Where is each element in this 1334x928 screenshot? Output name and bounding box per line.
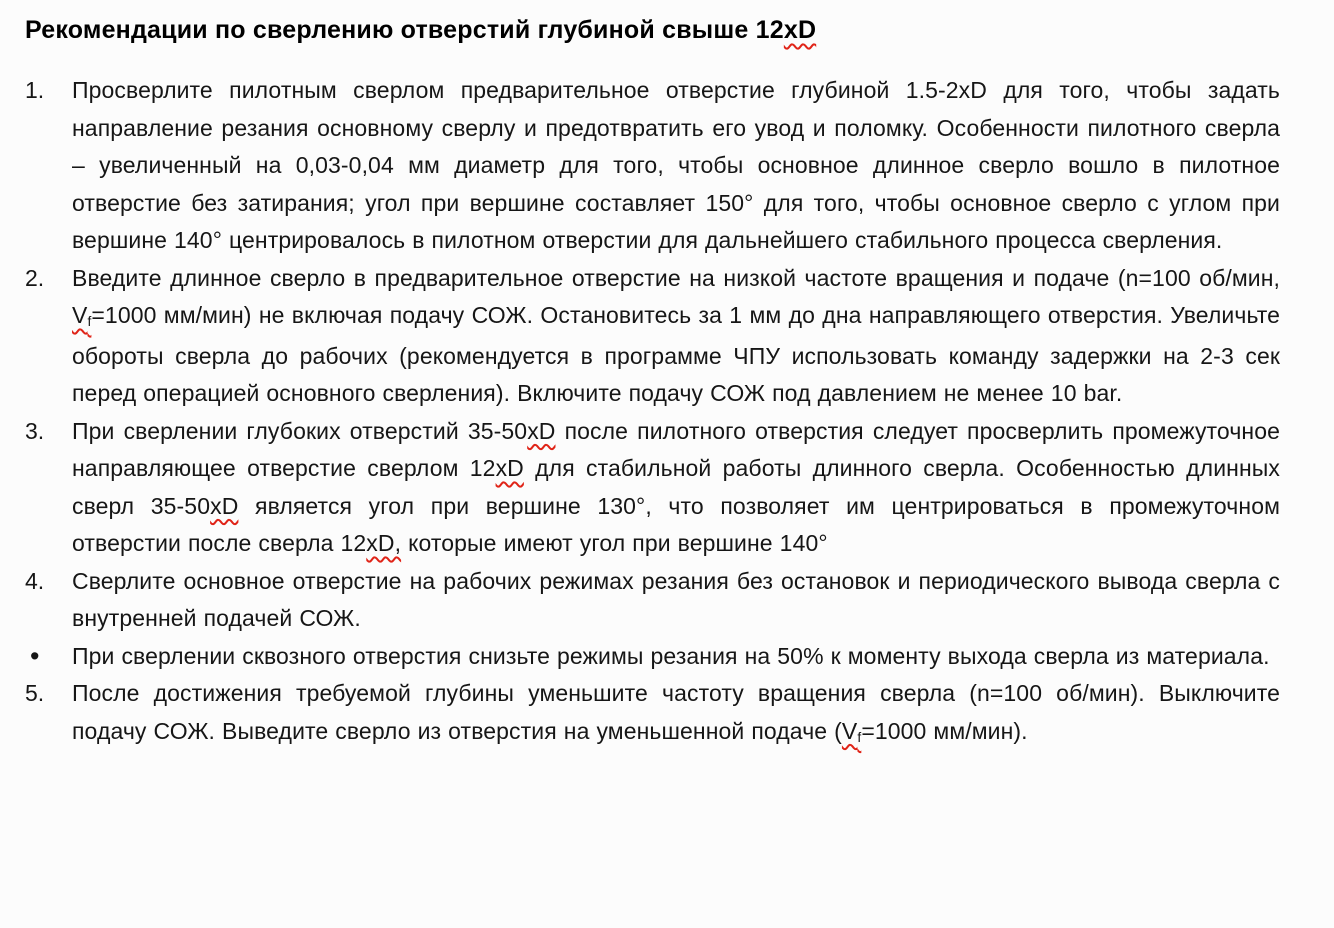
spellcheck-flagged-text: xD (527, 417, 556, 444)
list-item-marker: 1. (25, 77, 45, 103)
text-segment: Введите длинное сверло в предварительное отверстие на низкой частоте вращения и подаче (n=100 об/мин, (72, 264, 1280, 291)
text-segment: Сверлите основное отверстие на рабочих режимах резания без остановок и периодического вывода сверла с внутренней подачей СОЖ. (72, 567, 1280, 631)
page-title (25, 14, 1280, 46)
text-segment: При сверлении сквозного отверстия снизьте режимы резания на 50% к моменту выхода сверла из материала. (72, 642, 1270, 669)
list-item-text (72, 563, 1280, 638)
list-item-text (72, 260, 1280, 413)
text-segment: После достижения требуемой глубины уменьшите частоту вращения сверла (n=100 об/мин). Выключите подачу СОЖ. Выведите сверло из отверстия на уменьшенной подаче ( (72, 680, 1280, 744)
list-item-marker: 3. (25, 417, 45, 444)
spellcheck-flagged-text: xD (495, 455, 524, 481)
spellcheck-flagged-text: f (87, 314, 92, 330)
bullet-list-item (25, 638, 1280, 676)
numbered-list-item (25, 675, 1280, 753)
list-item-marker: 5. (25, 680, 45, 706)
text-segment: после пилотного отверстия следует просверлить промежуточное направляющее отверстие сверлом 12 (72, 417, 1280, 481)
text-segment: которые имеют угол при вершине 140° (401, 530, 828, 556)
text-segment: При сверлении глубоких отверстий 35-50 (72, 417, 528, 444)
list-item-text (72, 413, 1280, 563)
numbered-list-item (25, 72, 1280, 260)
numbered-list-item (25, 260, 1280, 413)
numbered-list-item (25, 413, 1280, 563)
spellcheck-flagged-text: V (72, 302, 88, 328)
text-segment: Просверлите пилотным сверлом предварительное отверстие глубиной 1.5-2xD для того, чтобы задать направление резания основному сверлу и предотвратить его увод и поломку. Особенности пилотного сверла – увеличенный на 0,03-0,04 мм диаметр для того, чтобы основное длинное сверло вошло в пилотное отверстие без затирания; угол при вершине составляет 150° для того, чтобы основное сверло с углом при вершине 140° центрировалось в пилотном отверстии для дальнейшего стабильного процесса сверления. (72, 77, 1280, 253)
list-item-text (72, 675, 1280, 753)
list-item-marker: 4. (25, 567, 45, 594)
numbered-list-item (25, 563, 1280, 638)
spellcheck-flagged-text: f (857, 729, 862, 745)
list-item-marker: • (30, 640, 40, 671)
text-segment: для стабильной работы длинного сверла. Особенностью длинных сверл 35-50 (72, 455, 1280, 519)
list-item-text (72, 72, 1280, 260)
text-segment: =1000 мм/мин). (861, 717, 1028, 744)
text-segment: Рекомендации по сверлению отверстий глубиной свыше 12 (25, 16, 784, 44)
list-item-marker: 2. (25, 264, 45, 291)
spellcheck-flagged-text: xD, (366, 530, 402, 556)
spellcheck-flagged-text: xD (210, 492, 239, 519)
spellcheck-flagged-text: V (841, 717, 858, 744)
list-item-text (72, 638, 1280, 676)
recommendations-list (25, 72, 1280, 753)
spellcheck-flagged-text: xD (783, 16, 817, 44)
text-segment: является угол при вершине 130°, что позволяет им центрироваться в промежуточном отверстии после сверла 12 (72, 492, 1280, 556)
text-segment: =1000 мм/мин) не включая подачу СОЖ. Остановитесь за 1 мм до дна направляющего отверстия. Увеличьте обороты сверла до рабочих (рекомендуется в программе ЧПУ использовать команду задержки на 2-3 сек перед операцией основного сверления). Включите подачу СОЖ под давлением не менее 10 bar. (72, 302, 1280, 406)
